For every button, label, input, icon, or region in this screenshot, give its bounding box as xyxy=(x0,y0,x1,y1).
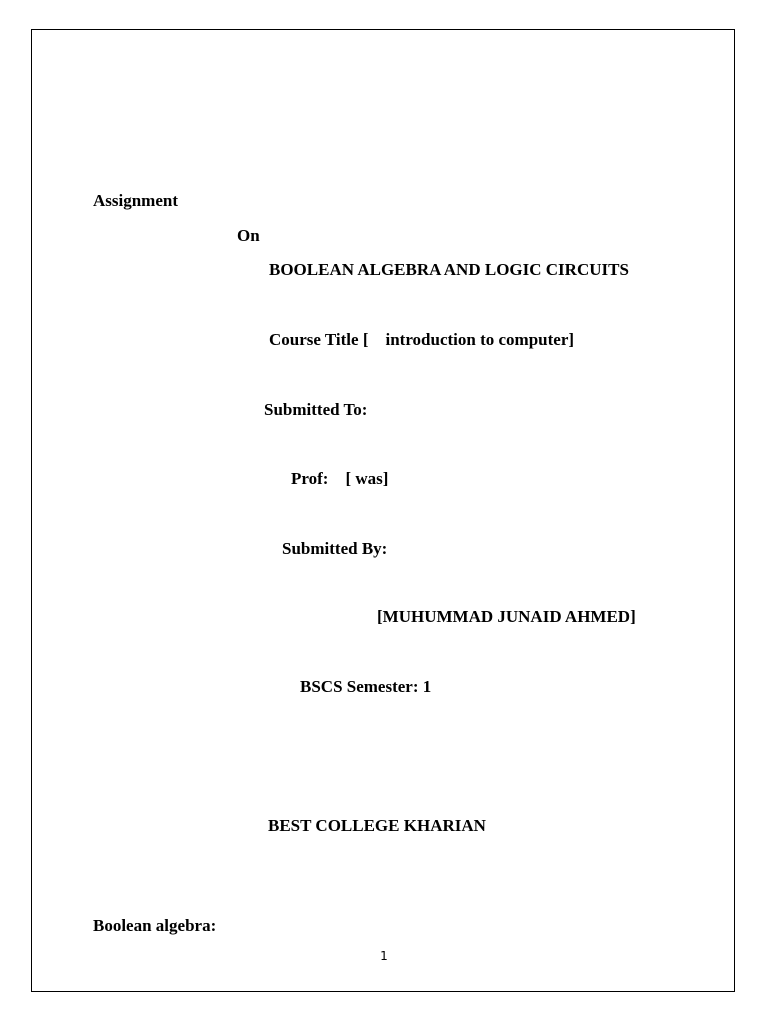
professor-name: Prof: [ was] xyxy=(291,469,389,488)
submitted-by-label: Submitted By: xyxy=(282,539,388,558)
assignment-label: Assignment xyxy=(93,191,179,210)
section-heading: Boolean algebra: xyxy=(93,916,217,935)
on-label: On xyxy=(237,226,260,245)
semester-info: BSCS Semester: 1 xyxy=(300,677,432,696)
course-title: Course Title [ introduction to computer] xyxy=(269,330,575,349)
page-number: 1 xyxy=(380,949,388,963)
submitted-to-label: Submitted To: xyxy=(264,400,368,419)
college-name: BEST COLLEGE KHARIAN xyxy=(268,816,486,835)
page-border xyxy=(31,29,735,992)
assignment-topic: BOOLEAN ALGEBRA AND LOGIC CIRCUITS xyxy=(269,260,629,279)
student-name: [MUHUMMAD JUNAID AHMED] xyxy=(377,607,636,626)
